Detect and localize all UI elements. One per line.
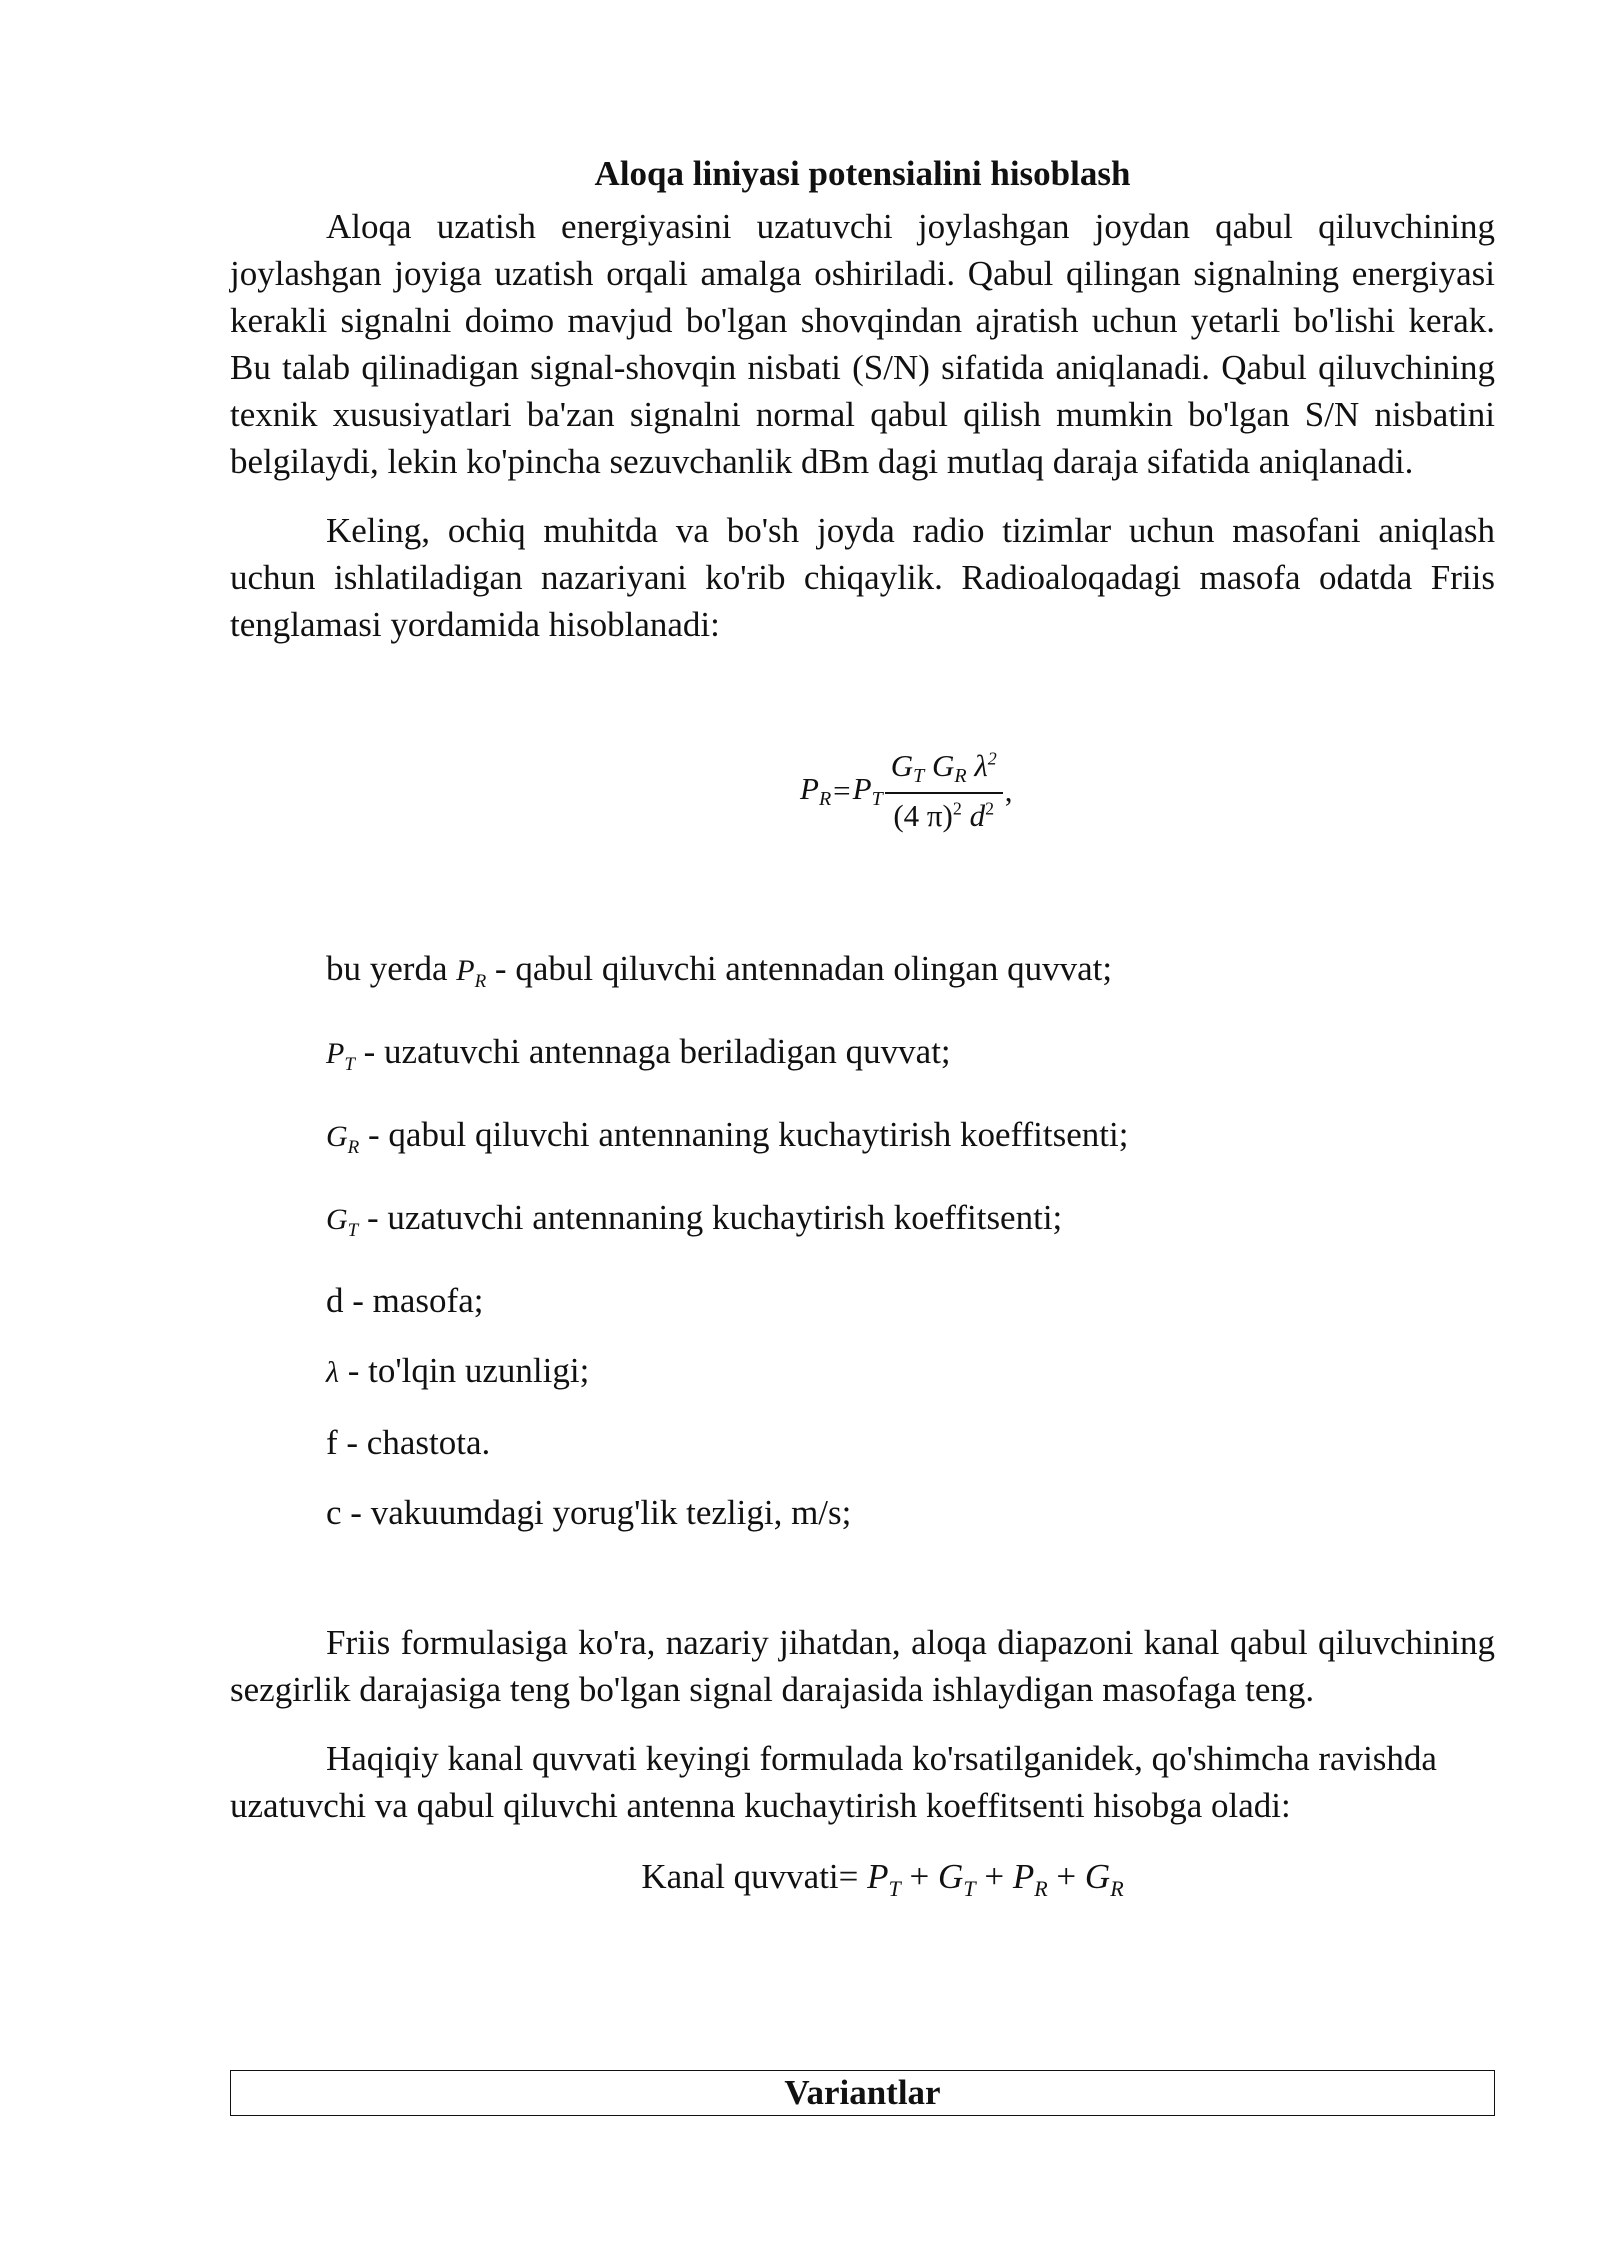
channel-power-formula: Kanal quvvati= $P_T + G_T + P_R + G_R$ xyxy=(641,1857,1124,1901)
document-title: Aloqa liniyasi potensialini hisoblash xyxy=(594,154,1131,193)
formula-numerator: $G_T$ $G_R$ $\lambda^2$ xyxy=(885,748,1003,794)
formula-equals: = xyxy=(833,773,851,808)
document-page xyxy=(230,150,1495,1912)
definition-d: d - masofa; xyxy=(326,1281,484,1320)
formula-denominator: (4 π)$^2$ $d^2$ xyxy=(893,798,995,833)
friis-equation xyxy=(800,748,1013,834)
variants-table-header: Variantlar xyxy=(230,2070,1495,2116)
paragraph-channel-power: Haqiqiy kanal quvvati keyingi formulada ko'rsatilganidek, qo'shimcha ravishda uzatuvchi va qabul qiluvchi antenna kuchaytirish koeffitsenti hisobga oladi: xyxy=(230,1739,1437,1825)
formula-lhs: $P_R$ xyxy=(800,771,832,810)
definition-pt: $P_T$ - uzatuvchi antennaga beriladigan quvvat; xyxy=(326,1032,951,1075)
friis-formula-block xyxy=(230,670,1495,945)
definition-c: c - vakuumdagi yorug'lik tezligi, m/s; xyxy=(326,1493,852,1532)
paragraph-friis-intro: Keling, ochiq muhitda va bo'sh joyda radio tizimlar uchun masofani aniqlash uchun ishlatiladigan nazariyani ko'rib chiqaylik. Radioaloqadagi masofa odatda Friis tenglamasi yordamida hisoblanadi: xyxy=(230,511,1495,644)
definition-pr: bu yerda $P_R$ - qabul qiluvchi antennadan olingan quvvat; xyxy=(326,949,1113,992)
definition-gt: $G_T$ - uzatuvchi antennaning kuchaytirish koeffitsenti; xyxy=(326,1198,1063,1241)
definitions-list xyxy=(326,945,1495,1536)
formula-fraction xyxy=(885,748,1003,834)
formula-pt: $P_T$ xyxy=(852,771,883,810)
definition-f: f - chastota. xyxy=(326,1423,491,1462)
formula-comma: , xyxy=(1004,773,1013,808)
definition-lambda: λ - to'lqin uzunligi; xyxy=(326,1351,590,1390)
paragraph-intro: Aloqa uzatish energiyasini uzatuvchi joylashgan joydan qabul qiluvchining joylashgan joyiga uzatish orqali amalga oshiriladi. Qabul qilingan signalning energiyasi kerakli signalni doimo mavjud bo'lgan shovqindan ajratish uchun yetarli bo'lishi kerak. Bu talab qilinadigan signal-shovqin nisbati (S/N) sifatida aniqlanadi. Qabul qiluvchining texnik xususiyatlari ba'zan signalni normal qabul qilish mumkin bo'lgan S/N nisbatini belgilaydi, lekin ko'pincha sezuvchanlik dBm dagi mutlaq daraja sifatida aniqlanadi. xyxy=(230,207,1495,481)
paragraph-friis-range: Friis formulasiga ko'ra, nazariy jihatdan, aloqa diapazoni kanal qabul qiluvchining sezgirlik darajasiga teng bo'lgan signal darajasida ishlaydigan masofaga teng. xyxy=(230,1623,1495,1709)
definition-gr: $G_R$ - qabul qiluvchi antennaning kuchaytirish koeffitsenti; xyxy=(326,1115,1129,1158)
